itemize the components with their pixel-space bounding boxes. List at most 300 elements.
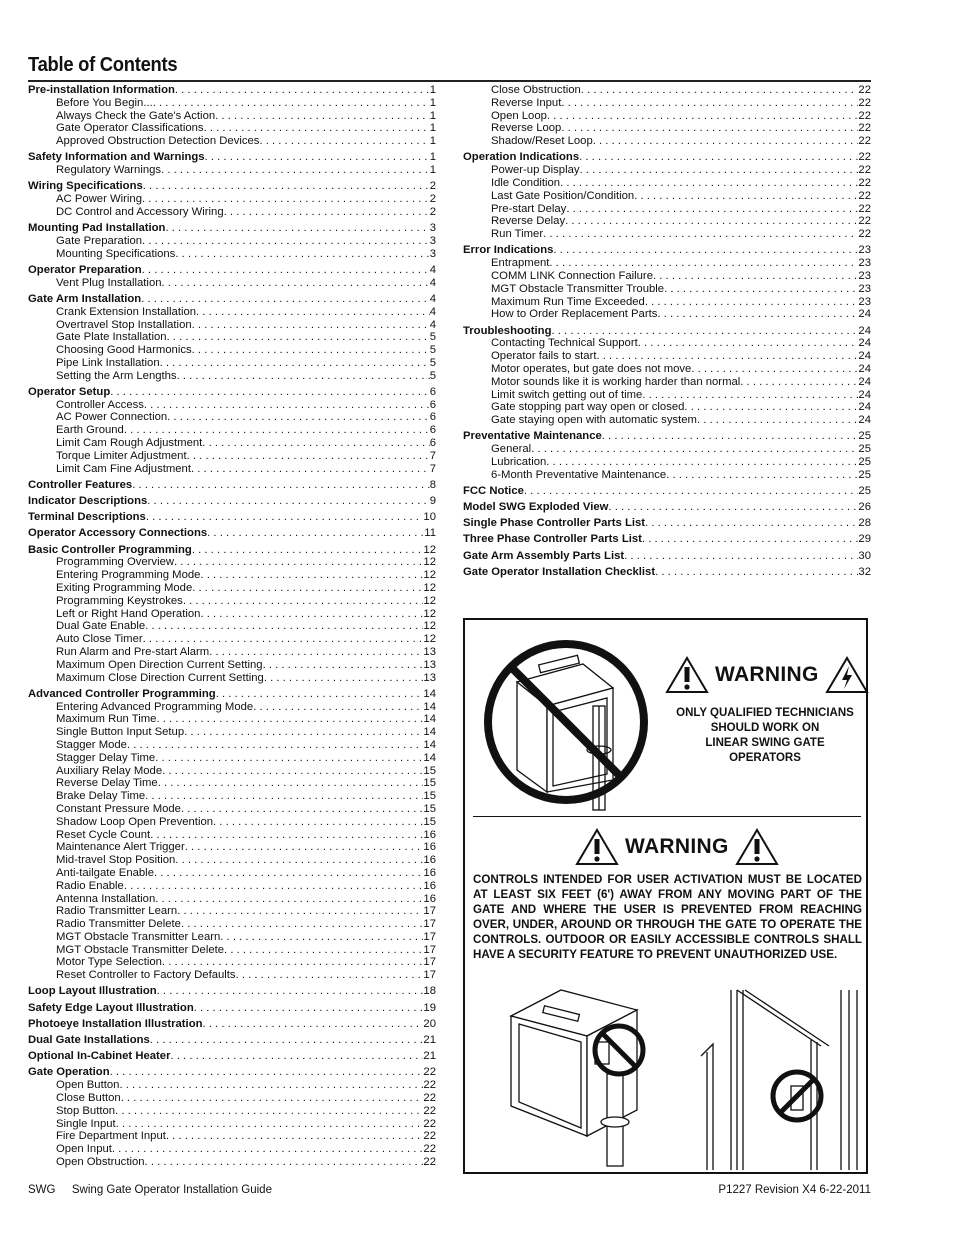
toc-dot-leader xyxy=(192,319,430,332)
toc-entry-page: 17 xyxy=(423,956,436,969)
warning-title-1: WARNING xyxy=(715,663,819,686)
toc-subsection-entry xyxy=(28,701,436,714)
toc-entry-label: Mounting Specifications xyxy=(56,247,176,260)
toc-dot-leader xyxy=(112,1143,424,1156)
toc-entry-page: 15 xyxy=(423,764,436,777)
toc-subsection-entry xyxy=(463,110,871,123)
toc-entry-page: 22 xyxy=(858,96,871,109)
toc-entry-label: Safety Edge Layout Illustration xyxy=(28,1001,194,1014)
toc-entry-label: Reverse Delay xyxy=(491,215,566,228)
toc-entry-label: Fire Department Input xyxy=(56,1130,166,1143)
toc-entry-page: 2 xyxy=(429,193,436,206)
toc-subsection-entry xyxy=(28,790,436,803)
toc-entry-page: 22 xyxy=(858,189,871,202)
toc-entry-page: 6 xyxy=(429,385,436,398)
toc-entry-label: Shadow/Reset Loop xyxy=(491,135,593,148)
toc-subsection-entry xyxy=(28,854,436,867)
toc-entry-label: Reverse Delay Time xyxy=(56,777,158,790)
toc-dot-leader xyxy=(142,193,430,206)
toc-dot-leader xyxy=(142,235,430,248)
toc-section-entry xyxy=(28,84,436,97)
toc-dot-leader xyxy=(634,190,858,203)
toc-dot-leader xyxy=(608,501,858,514)
toc-entry-label: Optional In-Cabinet Heater xyxy=(28,1050,171,1063)
toc-entry-page: 1 xyxy=(429,151,436,164)
toc-entry-label: Run Alarm and Pre-start Alarm xyxy=(56,645,210,658)
toc-entry-label: Run Timer xyxy=(491,228,544,241)
toc-dot-leader xyxy=(666,469,858,482)
toc-subsection-entry xyxy=(28,450,436,463)
toc-dot-leader xyxy=(124,424,430,437)
toc-entry-page: 19 xyxy=(423,1001,436,1014)
toc-subsection-entry xyxy=(463,215,871,228)
toc-entry-page: 22 xyxy=(423,1079,436,1092)
toc-dot-leader xyxy=(146,511,424,524)
toc-entry-label: Limit Cam Rough Adjustment xyxy=(56,437,203,450)
toc-dot-leader xyxy=(684,401,858,414)
toc-entry-page: 16 xyxy=(423,892,436,905)
toc-entry-label: Approved Obstruction Detection Devices xyxy=(56,135,260,148)
toc-entry-label: Entering Advanced Programming Mode xyxy=(56,700,254,713)
toc-section-entry xyxy=(28,985,436,998)
toc-entry-page: 4 xyxy=(429,276,436,289)
toc-subsection-entry xyxy=(28,193,436,206)
toc-subsection-entry xyxy=(463,283,871,296)
toc-entry-page: 22 xyxy=(423,1117,436,1130)
toc-dot-leader xyxy=(645,517,858,530)
toc-dot-leader xyxy=(174,556,423,569)
toc-section-entry xyxy=(463,566,871,579)
toc-subsection-entry xyxy=(28,97,436,110)
toc-subsection-entry xyxy=(28,752,436,765)
toc-entry-page: 5 xyxy=(429,356,436,369)
toc-entry-label: Overtravel Stop Installation xyxy=(56,318,192,331)
toc-subsection-entry xyxy=(28,841,436,854)
toc-entry-label: Indicator Descriptions xyxy=(28,495,148,508)
toc-entry-label: Stagger Delay Time xyxy=(56,751,156,764)
toc-entry-page: 13 xyxy=(423,671,436,684)
toc-entry-label: Pipe Link Installation xyxy=(56,356,160,369)
toc-subsection-entry xyxy=(28,713,436,726)
toc-dot-leader xyxy=(224,944,423,957)
toc-entry-label: Antenna Installation xyxy=(56,892,156,905)
toc-entry-label: AC Power Wiring xyxy=(56,193,143,206)
toc-subsection-entry xyxy=(463,456,871,469)
toc-entry-page: 16 xyxy=(423,828,436,841)
toc-dot-leader xyxy=(566,203,858,216)
toc-subsection-entry xyxy=(28,905,436,918)
toc-entry-label: Earth Ground xyxy=(56,424,124,437)
toc-section-entry xyxy=(28,495,436,508)
toc-entry-page: 22 xyxy=(858,84,871,96)
toc-dot-leader xyxy=(110,386,429,399)
toc-entry-page: 14 xyxy=(423,700,436,713)
toc-entry-label: Radio Enable xyxy=(56,879,124,892)
toc-subsection-entry xyxy=(28,569,436,582)
toc-entry-label: Power-up Display xyxy=(491,164,580,177)
toc-section-entry xyxy=(28,1034,436,1047)
footer-model-code: SWG xyxy=(28,1184,56,1196)
toc-entry-page: 22 xyxy=(858,164,871,177)
toc-entry-page: 12 xyxy=(423,556,436,569)
toc-subsection-entry xyxy=(463,414,871,427)
toc-entry-label: Regulatory Warnings xyxy=(56,164,162,177)
toc-dot-leader xyxy=(157,985,424,998)
toc-subsection-entry xyxy=(28,1092,436,1105)
toc-entry-label: MGT Obstacle Transmitter Trouble xyxy=(491,282,665,295)
toc-entry-page: 16 xyxy=(423,879,436,892)
toc-dot-leader xyxy=(263,659,424,672)
warning-divider xyxy=(473,816,861,817)
toc-entry-label: Maximum Close Direction Current Setting xyxy=(56,671,264,684)
toc-subsection-entry xyxy=(28,646,436,659)
toc-subsection-entry xyxy=(28,1156,436,1169)
toc-entry-page: 15 xyxy=(423,777,436,790)
toc-entry-page: 20 xyxy=(423,1017,436,1030)
toc-dot-leader xyxy=(145,1156,424,1169)
toc-dot-leader xyxy=(224,206,430,219)
toc-entry-label: Choosing Good Harmonics xyxy=(56,344,192,357)
toc-entry-page: 22 xyxy=(423,1104,436,1117)
toc-dot-leader xyxy=(215,110,430,123)
toc-subsection-entry xyxy=(28,880,436,893)
toc-entry-label: Limit switch getting out of time xyxy=(491,388,643,401)
toc-subsection-entry xyxy=(28,331,436,344)
toc-dot-leader xyxy=(740,376,858,389)
toc-dot-leader xyxy=(236,969,424,982)
toc-subsection-entry xyxy=(28,164,436,177)
toc-entry-page: 16 xyxy=(423,854,436,867)
toc-entry-label: Photoeye Installation Illustration xyxy=(28,1017,203,1030)
toc-dot-leader xyxy=(115,1105,423,1118)
toc-dot-leader xyxy=(657,308,858,321)
toc-dot-leader xyxy=(181,918,423,931)
toc-entry-page: 12 xyxy=(423,633,436,646)
toc-entry-page: 13 xyxy=(423,645,436,658)
toc-entry-page: 22 xyxy=(858,122,871,135)
toc-dot-leader xyxy=(531,443,858,456)
toc-entry-page: 28 xyxy=(858,517,871,530)
toc-entry-label: Idle Condition xyxy=(491,176,561,189)
toc-entry-page: 4 xyxy=(429,292,436,305)
toc-entry-label: Operator Preparation xyxy=(28,263,142,276)
toc-dot-leader xyxy=(175,248,429,261)
toc-dot-leader xyxy=(196,306,430,319)
toc-entry-label: Preventative Maintenance xyxy=(463,430,602,443)
toc-subsection-entry xyxy=(28,319,436,332)
toc-entry-page: 24 xyxy=(858,414,871,427)
toc-dot-leader xyxy=(153,97,430,110)
toc-section-entry xyxy=(28,1066,436,1079)
toc-entry-page: 4 xyxy=(429,263,436,276)
toc-dot-leader xyxy=(581,84,859,97)
toc-entry-label: Single Input xyxy=(56,1117,116,1130)
toc-dot-leader xyxy=(192,544,424,557)
warning-triangle-icon xyxy=(665,656,709,694)
toc-subsection-entry xyxy=(463,135,871,148)
toc-dot-leader xyxy=(177,905,423,918)
toc-entry-label: Three Phase Controller Parts List xyxy=(463,533,642,546)
toc-dot-leader xyxy=(560,177,858,190)
toc-entry-page: 23 xyxy=(858,257,871,270)
toc-entry-page: 22 xyxy=(858,109,871,122)
toc-subsection-entry xyxy=(28,424,436,437)
toc-entry-label: Exiting Programming Mode xyxy=(56,581,193,594)
toc-dot-leader xyxy=(142,264,430,277)
toc-dot-leader xyxy=(165,222,429,235)
toc-entry-label: Left or Right Hand Operation xyxy=(56,607,201,620)
toc-entry-page: 9 xyxy=(429,495,436,508)
toc-entry-label: Mounting Pad Installation xyxy=(28,222,166,235)
toc-entry-label: Open Input xyxy=(56,1143,112,1156)
toc-dot-leader xyxy=(546,456,858,469)
toc-entry-label: 6-Month Preventative Maintenance xyxy=(491,468,667,481)
toc-dot-leader xyxy=(202,437,429,450)
toc-entry-page: 22 xyxy=(858,228,871,241)
toc-subsection-entry xyxy=(28,437,436,450)
toc-subsection-entry xyxy=(463,337,871,350)
toc-entry-label: Reset Cycle Count xyxy=(56,828,151,841)
toc-entry-label: Close Obstruction xyxy=(491,84,581,96)
toc-dot-leader xyxy=(116,1118,424,1131)
toc-entry-label: Maximum Run Time xyxy=(56,713,157,726)
toc-dot-leader xyxy=(147,495,429,508)
toc-dot-leader xyxy=(203,1018,424,1031)
toc-subsection-entry xyxy=(463,308,871,321)
toc-entry-page: 24 xyxy=(858,350,871,363)
toc-entry-label: MGT Obstacle Transmitter Delete xyxy=(56,943,225,956)
toc-subsection-entry xyxy=(28,931,436,944)
toc-section-entry xyxy=(28,386,436,399)
toc-dot-leader xyxy=(143,633,424,646)
toc-subsection-entry xyxy=(28,867,436,880)
toc-entry-page: 25 xyxy=(858,430,871,443)
toc-section-entry xyxy=(28,1018,436,1031)
toc-subsection-entry xyxy=(463,203,871,216)
toc-entry-label: Operation Indications xyxy=(463,151,580,164)
toc-entry-label: Operator fails to start xyxy=(491,350,597,363)
toc-entry-page: 3 xyxy=(429,247,436,260)
toc-entry-label: Brake Delay Time xyxy=(56,790,146,803)
toc-entry-page: 32 xyxy=(858,565,871,578)
toc-subsection-entry xyxy=(28,235,436,248)
toc-entry-page: 15 xyxy=(423,790,436,803)
toc-entry-page: 6 xyxy=(429,437,436,450)
toc-dot-leader xyxy=(155,752,423,765)
toc-subsection-entry xyxy=(463,164,871,177)
toc-subsection-entry xyxy=(28,1079,436,1092)
warning-text-2: CONTROLS INTENDED FOR USER ACTIVATION MUST BE LOCATED AT LEAST SIX FEET (6') AWAY FROM ANY MOVING PART OF THE GATE AND WHERE THE USER IS PREVENTED FROM REACHING OVER, UNDER, AROUND OR THROUGH THE GATE TO OPERATE THE CONTROLS. OUTDOOR OR EASILY ACCESSIBLE CONTROLS SHALL HAVE A SECURITY FEATURE TO PREVENT UNAUTHORIZED USE. xyxy=(473,873,862,961)
toc-entry-page: 25 xyxy=(858,484,871,497)
toc-entry-label: Programming Keystrokes xyxy=(56,594,183,607)
toc-subsection-entry xyxy=(28,944,436,957)
toc-entry-page: 15 xyxy=(423,815,436,828)
toc-dot-leader xyxy=(642,533,859,546)
toc-entry-label: Constant Pressure Mode xyxy=(56,802,181,815)
toc-subsection-entry xyxy=(28,829,436,842)
toc-dot-leader xyxy=(653,270,858,283)
toc-entry-page: 3 xyxy=(429,222,436,235)
toc-subsection-entry xyxy=(463,469,871,482)
toc-dot-leader xyxy=(697,414,858,427)
footer-revision: P1227 Revision X4 6-22-2011 xyxy=(718,1184,871,1196)
toc-dot-leader xyxy=(200,569,423,582)
toc-entry-page: 16 xyxy=(423,841,436,854)
toc-entry-page: 4 xyxy=(429,305,436,318)
toc-entry-label: Setting the Arm Lengths xyxy=(56,369,177,382)
toc-entry-label: Pre-installation Information xyxy=(28,84,175,96)
toc-entry-page: 24 xyxy=(858,337,871,350)
toc-entry-label: Reverse Loop xyxy=(491,122,562,135)
title-rule xyxy=(28,80,871,82)
toc-subsection-entry xyxy=(28,608,436,621)
toc-dot-leader xyxy=(192,582,423,595)
toc-section-entry xyxy=(28,1050,436,1063)
toc-entry-page: 22 xyxy=(858,215,871,228)
toc-dot-leader xyxy=(158,777,424,790)
toc-entry-label: Before You Begin... xyxy=(56,96,153,109)
toc-dot-leader xyxy=(187,450,430,463)
toc-entry-page: 23 xyxy=(858,244,871,257)
toc-entry-label: Maximum Run Time Exceeded xyxy=(491,295,645,308)
electrical-hazard-icon xyxy=(825,656,869,694)
toc-subsection-entry xyxy=(28,893,436,906)
toc-dot-leader xyxy=(549,257,858,270)
toc-entry-page: 16 xyxy=(423,866,436,879)
toc-subsection-entry xyxy=(28,357,436,370)
toc-subsection-entry xyxy=(28,122,436,135)
toc-entry-page: 22 xyxy=(423,1066,436,1079)
toc-entry-label: Mid-travel Stop Position xyxy=(56,854,176,867)
toc-entry-label: Controller Features xyxy=(28,478,133,491)
toc-dot-leader xyxy=(655,566,858,579)
toc-entry-page: 21 xyxy=(423,1034,436,1047)
toc-dot-leader xyxy=(124,880,424,893)
toc-dot-leader xyxy=(602,430,859,443)
toc-entry-label: Programming Overview xyxy=(56,556,175,569)
toc-dot-leader xyxy=(596,350,858,363)
toc-dot-leader xyxy=(593,135,859,148)
toc-entry-page: 17 xyxy=(423,943,436,956)
toc-entry-label: Dual Gate Enable xyxy=(56,620,146,633)
toc-section-entry xyxy=(28,151,436,164)
toc-entry-page: 17 xyxy=(423,930,436,943)
toc-entry-page: 15 xyxy=(423,802,436,815)
toc-subsection-entry xyxy=(463,443,871,456)
toc-subsection-entry xyxy=(463,257,871,270)
toc-entry-label: Single Phase Controller Parts List xyxy=(463,517,646,530)
toc-entry-label: General xyxy=(491,443,532,456)
toc-entry-page: 23 xyxy=(858,282,871,295)
toc-dot-leader xyxy=(175,84,430,97)
toc-entry-label: Stagger Mode xyxy=(56,738,127,751)
toc-section-entry xyxy=(28,527,436,540)
toc-entry-page: 29 xyxy=(858,533,871,546)
toc-entry-page: 6 xyxy=(429,424,436,437)
toc-entry-page: 17 xyxy=(423,905,436,918)
toc-section-entry xyxy=(463,430,871,443)
footer-doc-title: Swing Gate Operator Installation Guide xyxy=(71,1184,272,1196)
toc-entry-page: 14 xyxy=(423,738,436,751)
toc-entry-page: 1 xyxy=(429,109,436,122)
toc-dot-leader xyxy=(184,726,423,739)
toc-subsection-entry xyxy=(463,296,871,309)
toc-dot-leader xyxy=(264,672,424,685)
toc-entry-label: Gate Operation xyxy=(28,1066,110,1079)
toc-entry-page: 1 xyxy=(429,135,436,148)
warning-box xyxy=(463,618,868,1174)
toc-entry-page: 13 xyxy=(423,658,436,671)
toc-entry-label: Wiring Specifications xyxy=(28,180,143,193)
toc-entry-page: 4 xyxy=(429,318,436,331)
toc-subsection-entry xyxy=(28,803,436,816)
toc-section-entry xyxy=(463,517,871,530)
toc-subsection-entry xyxy=(28,1143,436,1156)
toc-section-entry xyxy=(463,550,871,563)
toc-dot-leader xyxy=(167,331,430,344)
toc-subsection-entry xyxy=(28,306,436,319)
toc-dot-leader xyxy=(543,228,858,241)
toc-entry-label: Reverse Input xyxy=(491,96,562,109)
toc-dot-leader xyxy=(110,1066,424,1079)
toc-entry-page: 21 xyxy=(423,1050,436,1063)
toc-subsection-entry xyxy=(28,659,436,672)
toc-entry-page: 1 xyxy=(429,84,436,96)
toc-entry-page: 17 xyxy=(423,969,436,982)
toc-entry-page: 26 xyxy=(858,501,871,514)
toc-entry-page: 23 xyxy=(858,269,871,282)
toc-dot-leader xyxy=(121,1092,424,1105)
toc-dot-leader xyxy=(177,370,430,383)
toc-dot-leader xyxy=(185,841,424,854)
toc-entry-label: Gate Operator Classifications xyxy=(56,122,204,135)
toc-entry-page: 1 xyxy=(429,96,436,109)
toc-dot-leader xyxy=(204,122,430,135)
toc-entry-label: Gate Arm Assembly Parts List xyxy=(463,549,625,562)
toc-left-column xyxy=(28,84,436,1169)
toc-entry-page: 1 xyxy=(429,164,436,177)
toc-dot-leader xyxy=(253,701,423,714)
toc-entry-page: 24 xyxy=(858,388,871,401)
toc-entry-page: 30 xyxy=(858,549,871,562)
toc-entry-page: 5 xyxy=(429,344,436,357)
toc-entry-label: Model SWG Exploded View xyxy=(463,501,609,514)
toc-section-entry xyxy=(28,180,436,193)
toc-dot-leader xyxy=(638,337,859,350)
toc-entry-label: Terminal Descriptions xyxy=(28,511,146,524)
toc-entry-label: Radio Transmitter Delete xyxy=(56,918,181,931)
toc-dot-leader xyxy=(167,411,430,424)
toc-entry-label: Motor operates, but gate does not move xyxy=(491,362,692,375)
toc-entry-page: 12 xyxy=(423,594,436,607)
toc-dot-leader xyxy=(642,389,858,402)
toc-dot-leader xyxy=(166,1130,424,1143)
toc-subsection-entry xyxy=(28,248,436,261)
warning-heading-2 xyxy=(575,828,779,866)
toc-dot-leader xyxy=(209,646,423,659)
toc-section-entry xyxy=(28,1002,436,1015)
toc-subsection-entry xyxy=(463,177,871,190)
toc-dot-leader xyxy=(156,713,423,726)
toc-subsection-entry xyxy=(28,277,436,290)
toc-subsection-entry xyxy=(28,1118,436,1131)
toc-entry-page: 14 xyxy=(423,726,436,739)
warning-text-1: ONLY QUALIFIED TECHNICIANS SHOULD WORK ON LINEAR SWING GATE OPERATORS xyxy=(676,707,854,764)
toc-entry-label: Auxiliary Relay Mode xyxy=(56,764,163,777)
toc-dot-leader xyxy=(547,110,859,123)
toc-dot-leader xyxy=(150,1034,424,1047)
toc-subsection-entry xyxy=(28,110,436,123)
